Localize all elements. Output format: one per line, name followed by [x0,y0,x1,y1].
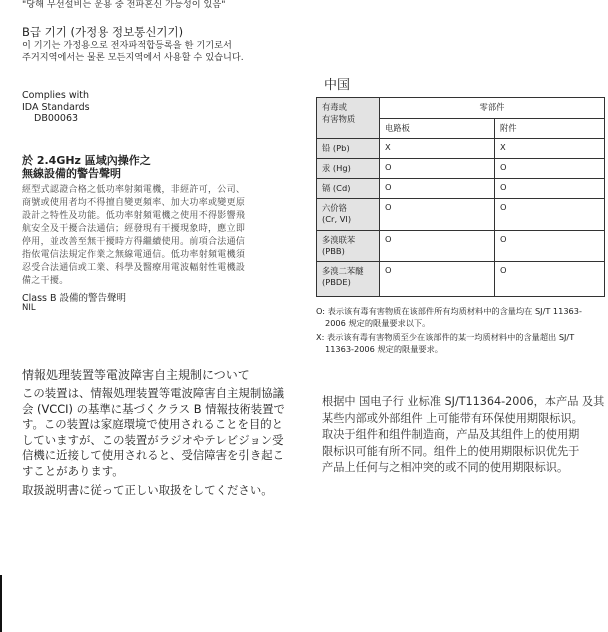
text-line: 六价铬 [322,203,347,213]
table-header-row [317,98,605,119]
text-line: 주거지역에서는 물론 모든지역에서 사용할 수 있습니다. [22,52,244,64]
note-o: O: 表示该有毒有害物质在该部件所有均质材料中的含量均在 SJ/T 11363-2006 规定的限量要求以下。 [316,306,582,328]
text-line: 取决于组件和组件制造商，产品及其组件上的使用期 [322,428,580,441]
table-row [317,231,605,262]
text-line: 忍受合法通信或工業、科學及醫療用電波輻射性電機設 [22,263,246,273]
text-line: (Cr, VI) [322,214,352,224]
china-body [322,394,604,477]
taiwan-title [22,154,151,180]
text-line: 停用，並改善至無干擾時方得繼續使用。前項合法通信 [22,237,246,247]
text-line: Complies with [22,90,89,101]
cell-value: O [380,179,495,199]
cell-value: O [495,159,605,179]
cell-value: O [495,179,605,199]
taiwan-body [22,184,245,288]
text-line: 多溴二苯醚 [322,266,364,276]
text-line: 備之干擾。 [22,276,69,286]
text-line: 限标识可能有所不同。组件上的使用期限标识优先于 [322,444,580,458]
text-line: (PBB) [322,246,345,256]
text-line: 某些内部或外部组件 上可能带有环保使用期限标识。 [322,411,583,425]
japan-body [22,386,285,479]
cell-value: O [380,231,495,262]
text-line: 於 2.4GHz 區域內操作之 [22,154,151,167]
substance-name: 汞 (Hg) [317,159,380,179]
cell-value: O [495,231,605,262]
text-line: 信機に近接して使用されると、受信障害を引き起こ [22,448,284,462]
korea-title: B급 기기 (가정용 정보통신기기) [22,25,184,39]
text-line: DB00063 [34,113,79,124]
text-line: 商號或使用者均不得擅自變更頻率、加大功率或變更原 [22,198,246,208]
text-line: していますが、この装置がラジオやテレビジョン受 [22,432,284,447]
text-line: すことがあります。 [22,463,124,478]
text-line: 多溴联苯 [322,235,356,245]
table-notes [316,306,601,355]
text-line: 有害物质 [322,114,356,124]
text-line: 이 기기는 가정용으로 전자파적합등록을 한 기기로서 [22,40,232,51]
substance-name [317,262,380,297]
table-row [317,262,605,297]
substance-name: 镉 (Cd) [317,179,380,199]
ida-compliance [22,90,90,125]
table-row [317,199,605,231]
text-line: 有毒或 [322,102,347,112]
text-line: 航安全及干擾合法通信；經發現有干擾現象時，應立即 [22,224,246,234]
japan-title: 情報処理装置等電波障害自主規制について [22,368,250,382]
cell-value: O [380,159,495,179]
substance-name [317,231,380,262]
substance-name [317,199,380,231]
text-line: 無線設備的警告聲明 [22,167,121,180]
margin-rule [0,575,2,632]
header-substance [317,98,380,139]
hazardous-substances-table [316,97,605,297]
cell-value: X [380,139,495,159]
japan-footer: 取扱説明書に従って正しい取扱をしてください。 [22,483,273,497]
header-accessories: 附件 [495,118,605,139]
table-row [317,139,605,159]
cell-value: O [380,262,495,297]
classb-body: NIL [22,303,36,313]
header-circuit-board: 电路板 [380,118,495,139]
korea-body [22,40,244,64]
text-line: (PBDE) [322,277,351,287]
substance-name: 铅 (Pb) [317,139,380,159]
cell-value: X [495,139,605,159]
cell-value: O [380,199,495,231]
text-line: IDA Standards [22,101,90,113]
note-x: X: 表示该有毒有害物质至少在该部件的某一均质材料中的含量超出 SJ/T 11363-2006 规定的限量要求。 [316,332,575,354]
header-parts: 零部件 [380,98,605,119]
text-line: 产品上任何与之相冲突的或不同的使用期限标识。 [322,461,569,474]
text-line: す。この装置は家庭環境で使用されることを目的と [22,417,284,431]
table-row [317,179,605,199]
text-line: この装置は、情報処理装置等電波障害自主規制協議 [22,386,284,400]
cell-value: O [495,199,605,231]
korea-quote: "당해 무선설비는 운용 중 전파혼신 가능성이 있음" [22,0,226,10]
text-line: 会 (VCCI) の基準に基づくクラス B 情報技術装置で [22,401,285,416]
table-row [317,159,605,179]
text-line: 指依電信法規定作業之無線電通信。低功率射頻電機須 [22,250,246,260]
cell-value: O [495,262,605,297]
text-line: 根据中 国电子行 业标准 SJ/T11364-2006，本产品 及其 [322,395,605,408]
text-line: 經型式認證合格之低功率射頻電機，非經許可，公司、 [22,185,246,195]
classb-title: Class B 設備的警告聲明 [22,293,127,304]
text-line: 設計之特性及功能。低功率射頻電機之使用不得影響飛 [22,211,246,221]
china-title: 中国 [324,78,351,93]
